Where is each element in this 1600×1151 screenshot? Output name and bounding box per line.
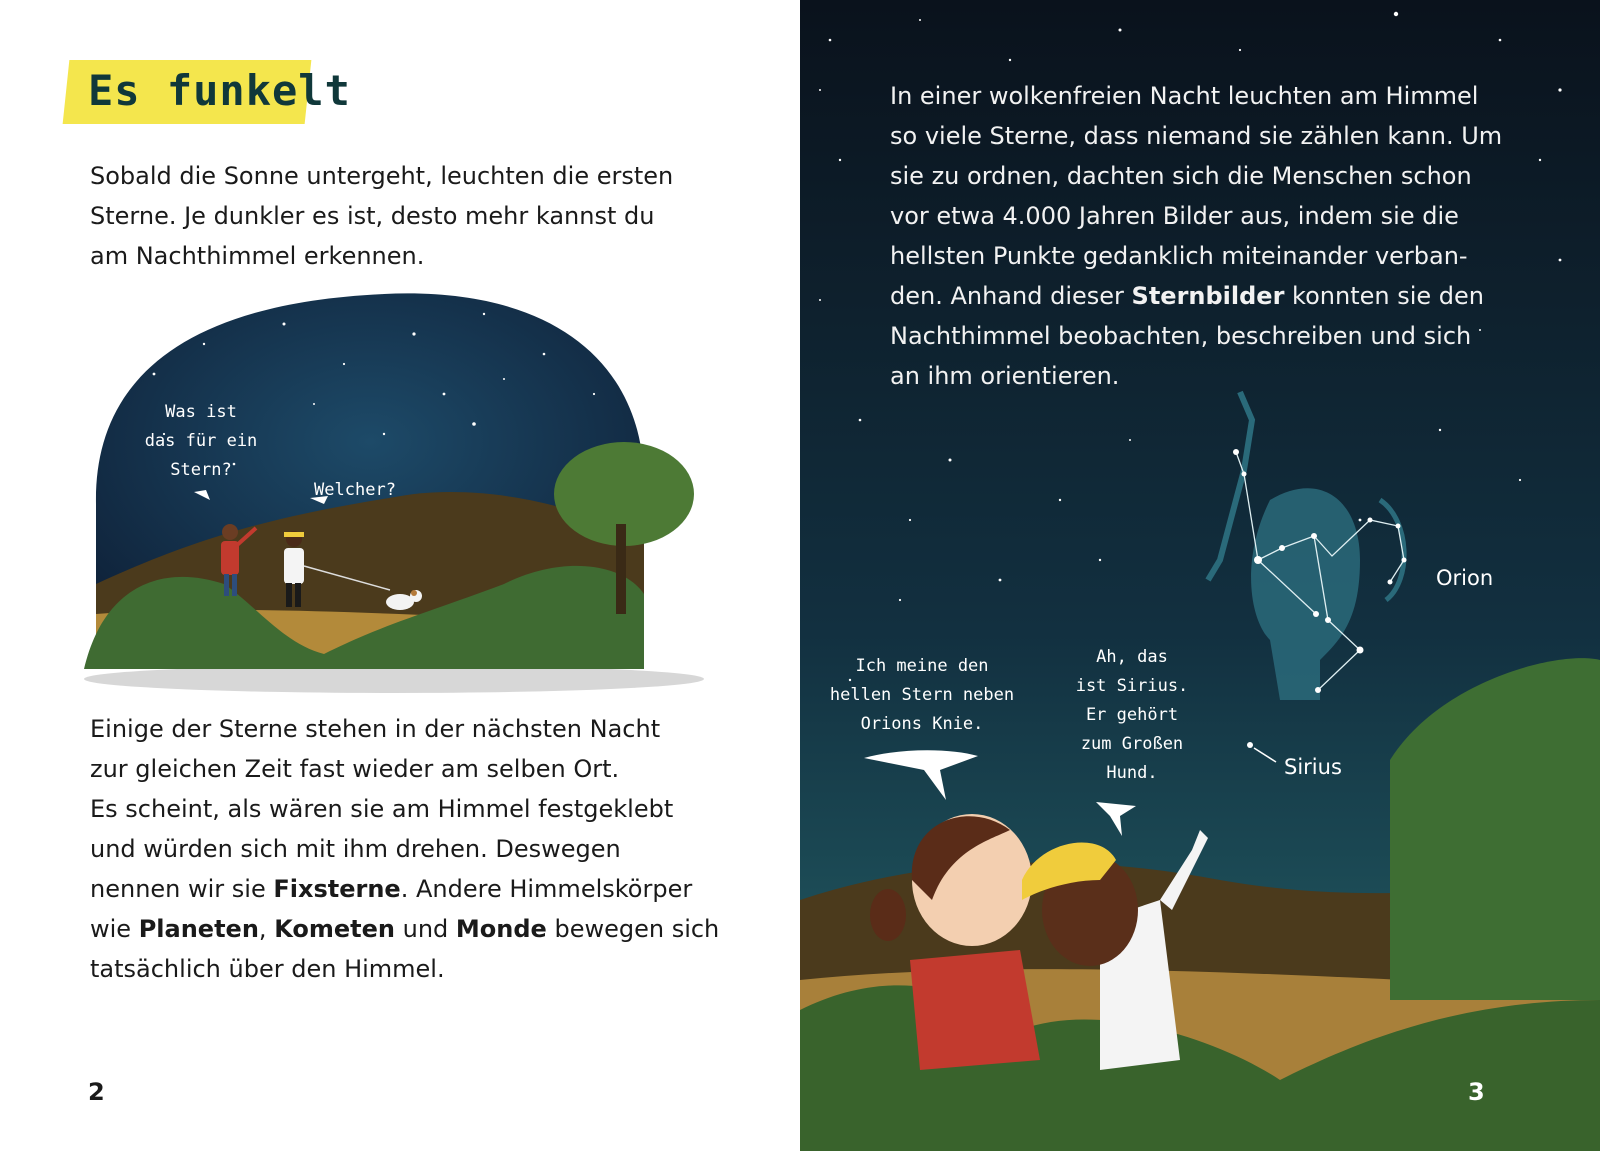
ground-shadow [84, 665, 704, 693]
speech-line: ist Sirius. [1075, 676, 1189, 696]
term-kometen: Kometen [274, 915, 395, 943]
text-span: und [394, 915, 456, 943]
intro-paragraph [90, 156, 730, 276]
text-span: den. Anhand dieser [890, 282, 1132, 310]
text-span: bewegen sich [546, 915, 720, 943]
body-line: tatsächlich über den Himmel. [90, 955, 445, 983]
term-planeten: Planeten [138, 915, 259, 943]
label-sirius: Sirius [1284, 755, 1342, 779]
right-line: vor etwa 4.000 Jahren Bilder aus, indem sie die [890, 202, 1459, 230]
text-span: , [258, 915, 275, 943]
text-span: konnten sie den [1284, 282, 1484, 310]
right-line: Nachthimmel beobachten, beschreiben und sich [890, 322, 1472, 350]
speech-bubble-boy: Welcher? [314, 480, 396, 500]
speech-bubble-girl [136, 398, 266, 485]
right-line: hellsten Punkte gedanklich miteinander verban- [890, 242, 1468, 270]
right-line: so viele Sterne, dass niemand sie zählen kann. Um [890, 122, 1503, 150]
intro-line: Sterne. Je dunkler es ist, desto mehr kannst du [90, 202, 655, 230]
body-line: Einige der Sterne stehen in der nächsten Nacht [90, 715, 661, 743]
body-line [90, 909, 750, 949]
text-span: wie [90, 915, 139, 943]
intro-line: Sobald die Sonne untergeht, leuchten die ersten [90, 162, 674, 190]
intro-line: am Nachthimmel erkennen. [90, 242, 425, 270]
speech-line: Hund. [1106, 763, 1158, 783]
body-line: und würden sich mit ihm drehen. Deswegen [90, 835, 621, 863]
right-line: In einer wolkenfreien Nacht leuchten am Himmel [890, 82, 1479, 110]
body-paragraph [90, 709, 750, 989]
speech-bubble-right-boy [1062, 643, 1202, 788]
page-number-left: 2 [88, 1078, 105, 1106]
label-orion: Orion [1436, 566, 1494, 590]
page-title: Es funkelt [88, 66, 351, 115]
speech-line: Was ist [165, 402, 237, 422]
right-line: sie zu ordnen, dachten sich die Menschen schon [890, 162, 1472, 190]
text-span: . Andere Himmelskörper [400, 875, 693, 903]
right-paragraph [890, 76, 1530, 396]
body-line: Es scheint, als wären sie am Himmel festgeklebt [90, 795, 674, 823]
text-span: nennen wir sie [90, 875, 274, 903]
speech-line: hellen Stern neben [829, 685, 1015, 705]
speech-line: Stern? [170, 460, 232, 480]
tree-trunk [616, 524, 626, 614]
term-sternbilder: Sternbilder [1131, 282, 1285, 310]
term-monde: Monde [455, 915, 547, 943]
body-line [90, 869, 750, 909]
speech-bubble-right-girl [820, 652, 1024, 739]
speech-line: Ich meine den [855, 656, 989, 676]
right-line: an ihm orientieren. [890, 362, 1120, 390]
term-fixsterne: Fixsterne [273, 875, 401, 903]
page-number-right: 3 [1468, 1078, 1485, 1106]
speech-line: Orions Knie. [860, 714, 984, 734]
speech-line: Ah, das [1096, 647, 1168, 667]
body-line: zur gleichen Zeit fast wieder am selben Ort. [90, 755, 620, 783]
right-line [890, 276, 1530, 316]
speech-line: zum Großen [1080, 734, 1184, 754]
speech-line: das für ein [144, 431, 258, 451]
speech-line: Er gehört [1085, 705, 1179, 725]
